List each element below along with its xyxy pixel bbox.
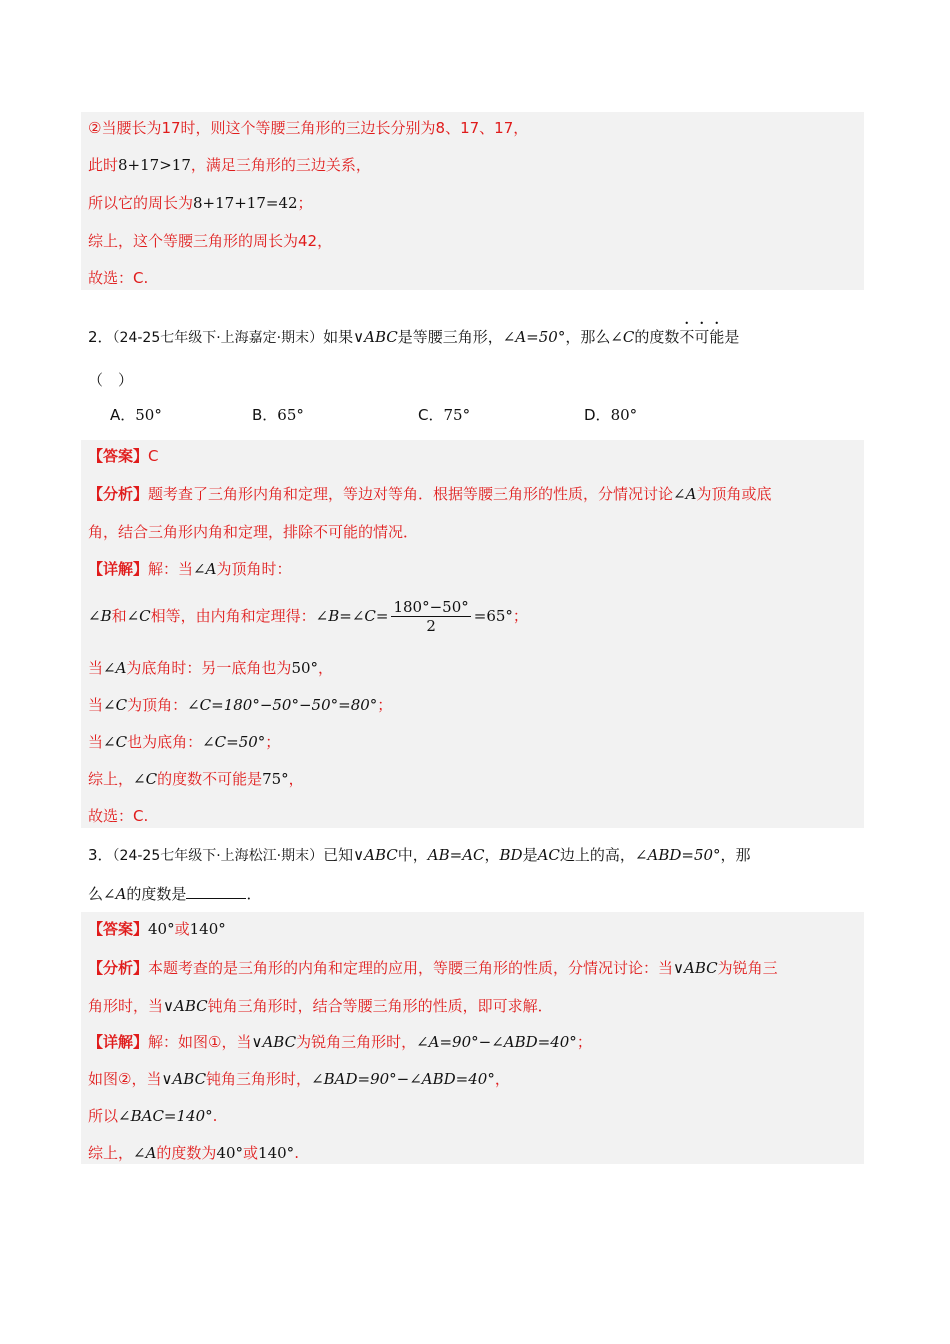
math-expr: ∠A=50° — [502, 328, 566, 346]
detail-tag: 【详解】 — [88, 1033, 149, 1051]
math-expr: 75° — [262, 770, 289, 788]
math-expr: ∠B — [88, 607, 112, 625]
fraction-numerator: 180°−50° — [393, 598, 469, 616]
question-number: 2． — [88, 328, 113, 346]
math-expr: 50° — [291, 659, 319, 677]
math-expr: AC — [537, 846, 560, 864]
math-expr: ∠A — [103, 885, 127, 903]
text: 是等腰三角形， — [397, 328, 503, 346]
detail-3-line3 — [88, 1106, 217, 1126]
choice-d — [584, 405, 637, 425]
question-source: （24-25七年级下·上海嘉定·期末） — [112, 330, 324, 346]
detail-2-line5 — [88, 732, 280, 752]
detail-2-line7: 故选：C. — [88, 807, 149, 825]
answer-2 — [88, 446, 159, 466]
text: 当 — [88, 696, 104, 714]
text: 题考查了三角形内角和定理，等边对等角．根据等腰三角形的性质，分情况讨论 — [148, 485, 674, 503]
answer-tag: 【答案】 — [88, 447, 149, 465]
math-expr: AB=AC — [427, 846, 485, 864]
fraction — [391, 598, 470, 635]
text: ，那么 — [565, 328, 611, 346]
text: 本题考查的是三角形的内角和定理的应用，等腰三角形的性质，分情况讨论：当 — [148, 959, 674, 977]
text: ； — [265, 733, 281, 751]
text: 此时 — [88, 156, 119, 174]
detail-3-line4 — [88, 1143, 299, 1163]
text: . — [294, 1144, 299, 1162]
math-expr: ∠A — [193, 560, 217, 578]
text: 为顶角时： — [216, 560, 292, 578]
math-expr: 140° — [258, 1144, 295, 1162]
text: ； — [512, 607, 528, 625]
math-expr: ∠A=90°−∠ABD=40° — [416, 1033, 577, 1051]
math-expr: ∠C — [126, 607, 151, 625]
math-expr: ∠A — [103, 659, 127, 677]
text: ， — [484, 846, 500, 864]
text: 相等，由内角和定理得： — [150, 607, 316, 625]
text: 钝角三角形时， — [206, 1070, 312, 1088]
text: 是 — [522, 846, 538, 864]
question-3-line2 — [88, 884, 261, 904]
question-number: 3． — [88, 846, 113, 864]
choice-letter: C． — [418, 406, 444, 424]
math-expr: ∠C=50° — [202, 733, 266, 751]
analysis-3-line1 — [88, 958, 778, 978]
text: ， — [318, 659, 334, 677]
text: 所以 — [88, 1107, 119, 1125]
answer-value: C — [148, 447, 159, 465]
text: 为锐角三 — [717, 959, 778, 977]
text: 或 — [174, 920, 190, 938]
choice-letter: D． — [584, 406, 611, 424]
question-source: （24-25七年级下·上海松江·期末） — [112, 848, 324, 864]
math-expr: ∠C=180°−50°−50°=80° — [187, 696, 378, 714]
text: 当 — [88, 733, 104, 751]
text: 解：如图①，当 — [148, 1033, 252, 1051]
block1-line5: 故选：C. — [88, 269, 149, 287]
math-expr: 8+17+17=42 — [193, 194, 298, 212]
math-expr: ∠C — [103, 696, 128, 714]
text: ， — [494, 1070, 510, 1088]
math-expr: ∠B=∠C= — [315, 607, 389, 625]
block1-line1: ②当腰长为17时，则这个等腰三角形的三边长分别为8、17、17， — [88, 119, 529, 137]
analysis-3-line2 — [88, 996, 553, 1016]
choice-value: 50° — [135, 406, 162, 424]
math-expr: ∠C — [610, 328, 635, 346]
detail-tag: 【详解】 — [88, 560, 149, 578]
math-expr: ∨ABC — [353, 846, 398, 864]
math-expr: 40° — [148, 920, 175, 938]
math-expr: ∠BAC=140° — [118, 1107, 213, 1125]
detail-3-line1 — [88, 1032, 592, 1052]
text: . — [212, 1107, 218, 1125]
math-expr: ∨ABC — [673, 959, 718, 977]
choice-b — [252, 405, 304, 425]
analysis-2-line2: 角，结合三角形内角和定理，排除不可能的情况． — [88, 523, 419, 541]
math-expr: ∠C — [133, 770, 158, 788]
answer-blank[interactable] — [186, 884, 246, 899]
text: 综上， — [88, 770, 134, 788]
text: ； — [297, 194, 313, 212]
math-expr: ∨ABC — [251, 1033, 297, 1051]
detail-2-line4 — [88, 695, 392, 715]
math-expr: 140° — [189, 920, 226, 938]
text: 和 — [111, 607, 127, 625]
choice-a — [110, 405, 162, 425]
text: 为顶角或底 — [696, 485, 772, 503]
math-expr: ∠BAD=90°−∠ABD=40° — [311, 1070, 495, 1088]
text: 综上， — [88, 1144, 134, 1162]
analysis-2-line1 — [88, 484, 771, 504]
fraction-denominator: 2 — [426, 617, 436, 635]
math-expr: ∠A — [133, 1144, 157, 1162]
math-expr: ∨ABC — [163, 997, 208, 1015]
question-2-paren: （ ） — [88, 371, 134, 389]
text: 的度数为 — [156, 1144, 217, 1162]
math-expr: =65° — [473, 607, 513, 625]
choice-value: 75° — [443, 406, 471, 424]
analysis-tag: 【分析】 — [88, 485, 149, 503]
math-expr: 40° — [216, 1144, 244, 1162]
detail-2-line3 — [88, 658, 333, 678]
choice-value: 80° — [610, 406, 638, 424]
text: 的度数 — [634, 328, 680, 346]
question-2 — [88, 319, 739, 348]
choice-c — [418, 405, 470, 425]
block1-line3 — [88, 193, 313, 213]
text: 解：当 — [148, 560, 194, 578]
emphasis-text: 不可能 — [679, 328, 725, 346]
math-expr: ∨ABC — [353, 328, 398, 346]
text: 如图②，当 — [88, 1070, 162, 1088]
choice-letter: B． — [252, 406, 278, 424]
math-expr: 8+17>17 — [118, 156, 191, 174]
math-expr: ∠ABD=50° — [634, 846, 721, 864]
math-expr: ∠A — [673, 485, 697, 503]
math-expr: ∨ABC — [161, 1070, 207, 1088]
text: 已知 — [323, 846, 354, 864]
text: 当 — [88, 659, 104, 677]
detail-3-line2 — [88, 1069, 510, 1089]
text: 么 — [88, 885, 104, 903]
text: 或 — [243, 1144, 259, 1162]
text: 所以它的周长为 — [88, 194, 194, 212]
block1-line4: 综上，这个等腰三角形的周长为42， — [88, 232, 333, 250]
analysis-tag: 【分析】 — [88, 959, 149, 977]
text: 为顶角： — [127, 696, 188, 714]
text: 边上的高， — [559, 846, 635, 864]
choice-letter: A． — [110, 406, 136, 424]
text: ； — [576, 1033, 592, 1051]
detail-2-line1 — [88, 559, 291, 579]
text: 是 — [724, 328, 740, 346]
answer-tag: 【答案】 — [88, 920, 149, 938]
text: 角形时，当 — [88, 997, 164, 1015]
text: ，那 — [720, 846, 751, 864]
text: 中， — [397, 846, 428, 864]
math-expr: ∠C — [103, 733, 128, 751]
detail-2-line2 — [88, 596, 528, 636]
detail-2-line6 — [88, 769, 304, 789]
text: 为底角时：另一底角也为 — [126, 659, 292, 677]
choice-value: 65° — [277, 406, 304, 424]
text: 也为底角： — [127, 733, 203, 751]
text: 如果 — [323, 328, 354, 346]
text: 为锐角三角形时， — [296, 1033, 417, 1051]
math-expr: BD — [499, 846, 523, 864]
text: ， — [288, 770, 304, 788]
text: ； — [377, 696, 393, 714]
question-3-line1 — [88, 845, 751, 866]
text: 钝角三角形时，结合等腰三角形的性质，即可求解． — [207, 997, 553, 1015]
text: ，满足三角形的三边关系， — [190, 156, 371, 174]
block1-line2 — [88, 155, 371, 175]
answer-3 — [88, 919, 226, 939]
text: 的度数不可能是 — [157, 770, 263, 788]
text: 的度数是 — [126, 885, 187, 903]
text: ． — [246, 885, 262, 903]
